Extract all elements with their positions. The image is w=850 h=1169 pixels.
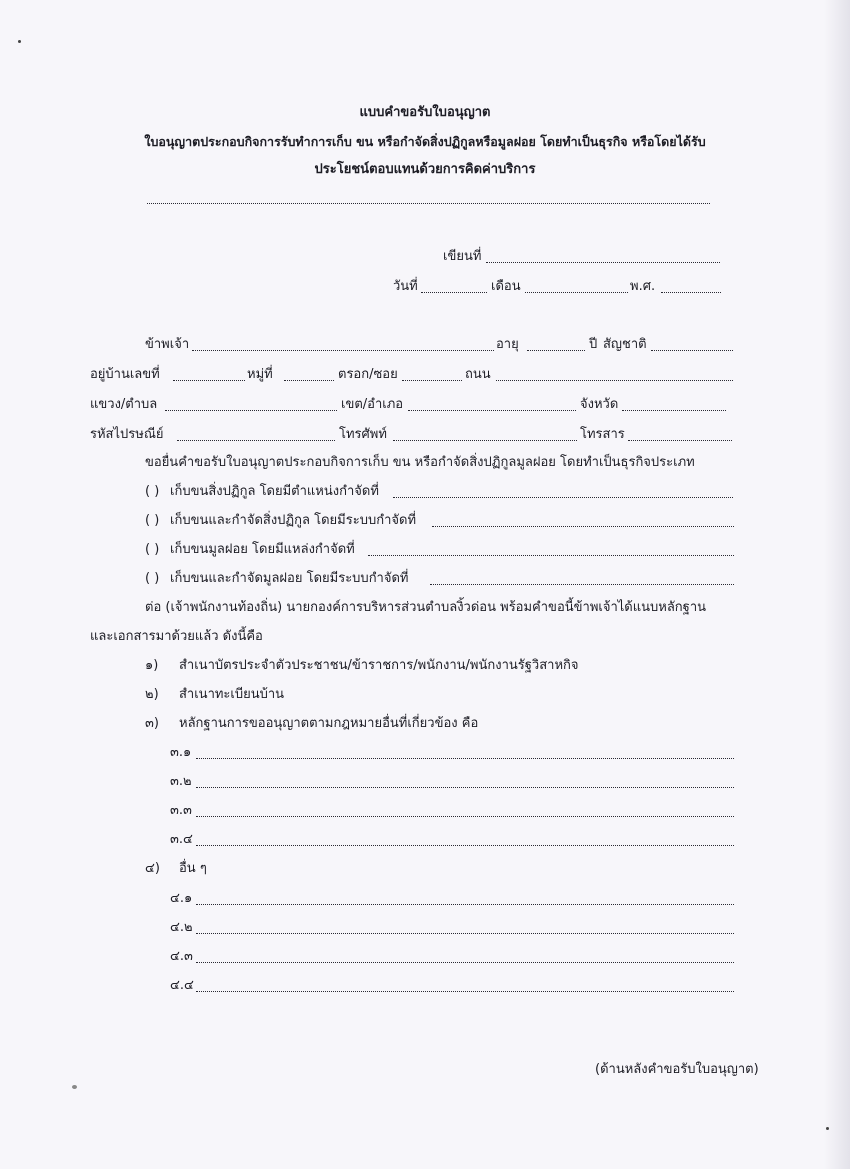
postcode-label: รหัสไปรษณีย์ bbox=[90, 427, 164, 442]
fax-field[interactable] bbox=[628, 440, 732, 441]
province-field[interactable] bbox=[622, 410, 726, 411]
request-to-line2: และเอกสารมาด้วยแล้ว ดังนี้คือ bbox=[90, 629, 263, 644]
month-field[interactable] bbox=[525, 292, 628, 293]
option-label: เก็บขนและกำจัดมูลฝอย โดยมีระบบกำจัดที่ bbox=[170, 571, 409, 586]
sub-item-field[interactable] bbox=[196, 962, 734, 963]
option-checkbox[interactable]: ( ) bbox=[145, 571, 160, 586]
option-location-field[interactable] bbox=[368, 555, 734, 556]
form-subtitle-line1: ใบอนุญาตประกอบกิจการรับทำการเก็บ ขน หรือกำจัดสิ่งปฏิกูลหรือมูลฝอย โดยทำเป็นธุรกิจ หรือโดยได้รับ bbox=[144, 134, 706, 149]
scan-speck bbox=[826, 1127, 829, 1130]
phone-label: โทรศัพท์ bbox=[339, 427, 387, 442]
month-label: เดือน bbox=[491, 279, 521, 294]
road-label: ถนน bbox=[465, 367, 491, 382]
option-label: เก็บขนและกำจัดสิ่งปฏิกูล โดยมีระบบกำจัดที่ bbox=[170, 513, 417, 528]
sub-item-number: ๓.๓ bbox=[170, 803, 192, 818]
road-field[interactable] bbox=[496, 380, 733, 381]
year-label: พ.ศ. bbox=[630, 279, 656, 294]
doc-label: อื่น ๆ bbox=[179, 861, 207, 876]
sub-item-field[interactable] bbox=[196, 933, 734, 934]
sub-item-field[interactable] bbox=[196, 991, 734, 992]
nationality-label: สัญชาติ bbox=[603, 337, 647, 352]
doc-label: สำเนาทะเบียนบ้าน bbox=[179, 687, 285, 702]
postcode-field[interactable] bbox=[177, 440, 335, 441]
date-label: วันที่ bbox=[393, 279, 418, 294]
district-field[interactable] bbox=[408, 410, 576, 411]
sub-item-number: ๓.๔ bbox=[170, 832, 193, 847]
option-checkbox[interactable]: ( ) bbox=[145, 513, 160, 528]
age-label: อายุ bbox=[496, 337, 519, 352]
province-label: จังหวัด bbox=[580, 397, 619, 412]
moo-label: หมู่ที่ bbox=[247, 367, 273, 382]
doc-number: ๓) bbox=[145, 716, 159, 731]
district-label: เขต/อำเภอ bbox=[341, 397, 404, 412]
phone-field[interactable] bbox=[393, 440, 577, 441]
doc-number: ๑) bbox=[145, 658, 159, 673]
sub-item-field[interactable] bbox=[196, 845, 734, 846]
sub-item-number: ๓.๒ bbox=[170, 774, 192, 789]
sub-item-field[interactable] bbox=[196, 758, 734, 759]
sub-item-field[interactable] bbox=[196, 816, 734, 817]
written-at-field[interactable] bbox=[486, 262, 720, 263]
sub-item-number: ๔.๒ bbox=[170, 920, 193, 935]
option-checkbox[interactable]: ( ) bbox=[145, 542, 160, 557]
nationality-field[interactable] bbox=[651, 350, 733, 351]
fax-label: โทรสาร bbox=[580, 427, 625, 442]
doc-label: หลักฐานการขออนุญาตตามกฎหมายอื่นที่เกี่ยวข้อง คือ bbox=[179, 716, 479, 731]
years-label: ปี bbox=[589, 337, 598, 352]
form-title: แบบคำขอรับใบอนุญาต bbox=[359, 105, 491, 120]
scan-speck bbox=[72, 1085, 77, 1089]
request-to-line1: ต่อ (เจ้าพนักงานท้องถิ่น) นายกองค์การบริหารส่วนตำบลงิ้วด่อน พร้อมคำขอนี้ข้าพเจ้าได้แนบหลักฐาน bbox=[145, 600, 707, 615]
option-location-field[interactable] bbox=[432, 526, 734, 527]
sub-item-field[interactable] bbox=[196, 904, 734, 905]
date-field[interactable] bbox=[421, 292, 487, 293]
option-location-field[interactable] bbox=[430, 584, 734, 585]
sub-item-number: ๔.๔ bbox=[170, 978, 194, 993]
year-field[interactable] bbox=[661, 292, 721, 293]
sub-item-number: ๔.๑ bbox=[170, 891, 193, 906]
scan-speck bbox=[18, 40, 21, 43]
back-page-note: (ด้านหลังคำขอรับใบอนุญาต) bbox=[595, 1062, 759, 1077]
house-no-label: อยู่บ้านเลขที่ bbox=[90, 367, 160, 382]
applicant-name-field[interactable] bbox=[192, 350, 494, 351]
age-field[interactable] bbox=[527, 350, 585, 351]
doc-label: สำเนาบัตรประจำตัวประชาชน/ข้าราชการ/พนักงาน/พนักงานรัฐวิสาหกิจ bbox=[179, 658, 579, 673]
subdistrict-field[interactable] bbox=[165, 410, 337, 411]
soi-label: ตรอก/ซอย bbox=[338, 367, 398, 382]
moo-field[interactable] bbox=[284, 380, 334, 381]
doc-number: ๔) bbox=[145, 861, 160, 876]
house-no-field[interactable] bbox=[173, 380, 245, 381]
sub-item-number: ๓.๑ bbox=[170, 745, 192, 760]
option-location-field[interactable] bbox=[393, 497, 733, 498]
subdistrict-label: แขวง/ตำบล bbox=[90, 397, 158, 412]
doc-number: ๒) bbox=[145, 687, 159, 702]
request-intro: ขอยื่นคำขอรับใบอนุญาตประกอบกิจการเก็บ ขน หรือกำจัดสิ่งปฏิกูลมูลฝอย โดยทำเป็นธุรกิจประเภท bbox=[145, 455, 695, 470]
applicant-name-label: ข้าพเจ้า bbox=[145, 337, 190, 352]
soi-field[interactable] bbox=[402, 380, 462, 381]
scan-edge-shadow bbox=[824, 0, 850, 1169]
form-subtitle-line2: ประโยชน์ตอบแทนด้วยการคิดค่าบริการ bbox=[314, 162, 536, 177]
option-label: เก็บขนมูลฝอย โดยมีแหล่งกำจัดที่ bbox=[170, 542, 355, 557]
sub-item-field[interactable] bbox=[196, 787, 734, 788]
sub-item-number: ๔.๓ bbox=[170, 949, 193, 964]
written-at-label: เขียนที่ bbox=[443, 249, 482, 264]
header-separator-line bbox=[147, 203, 710, 204]
option-label: เก็บขนสิ่งปฏิกูล โดยมีตำแหน่งกำจัดที่ bbox=[170, 484, 379, 499]
option-checkbox[interactable]: ( ) bbox=[145, 484, 160, 499]
